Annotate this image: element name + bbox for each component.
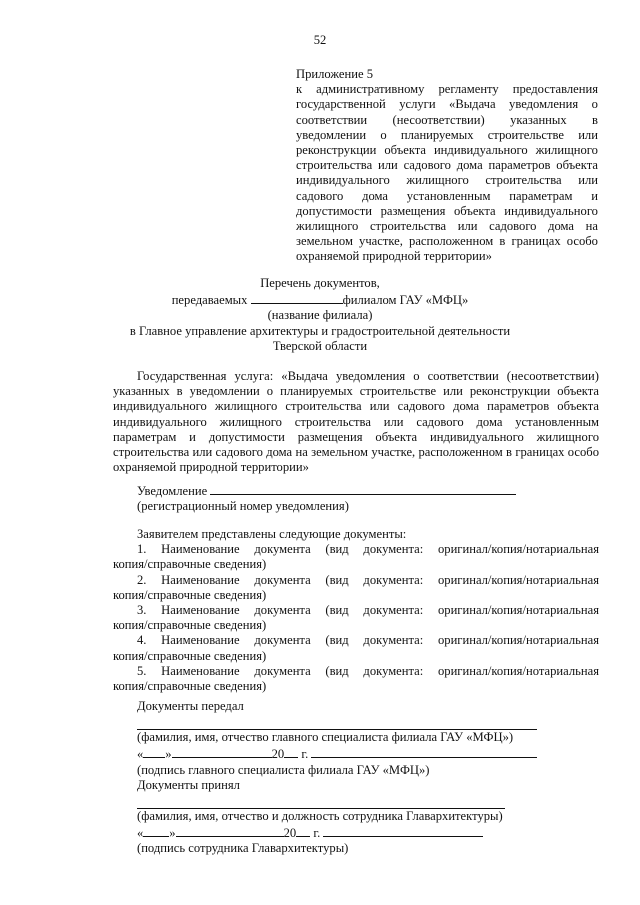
appendix-line bbox=[296, 189, 598, 204]
document-item-word: 2. bbox=[137, 572, 147, 587]
document-item-line bbox=[113, 542, 599, 557]
appendix-word: параметров bbox=[488, 158, 551, 173]
document-item-word: Наименование bbox=[161, 603, 240, 618]
appendix-word: строительства bbox=[369, 219, 447, 234]
document-item-word: (вид bbox=[325, 663, 349, 678]
appendix-line bbox=[296, 82, 598, 97]
document-item-word: (вид bbox=[325, 542, 349, 557]
appendix-word: уведомления bbox=[509, 97, 579, 112]
document-item-tail: копия/справочные сведения) bbox=[113, 557, 267, 572]
appendix-word: садового bbox=[489, 219, 537, 234]
document-item bbox=[113, 542, 599, 572]
document-item-word: документа: bbox=[363, 603, 424, 618]
appendix-word: к bbox=[296, 82, 303, 97]
passed-caption: (фамилия, имя, отчество главного специалиста филиала ГАУ «МФЦ») bbox=[137, 730, 514, 745]
date-quote-close: » bbox=[165, 747, 172, 762]
appendix-word: в bbox=[592, 112, 598, 127]
appendix-word: границах bbox=[511, 234, 561, 249]
appendix-line bbox=[296, 128, 598, 143]
appendix-line bbox=[296, 204, 598, 219]
document-item-word: (вид bbox=[325, 603, 349, 618]
appendix-word: размещения bbox=[380, 203, 446, 218]
notice-block bbox=[137, 482, 537, 514]
heading-line-1: Перечень документов, bbox=[260, 276, 380, 290]
appendix-word: предоставления bbox=[512, 82, 598, 97]
appendix-word: дома bbox=[456, 158, 483, 173]
document-item-word: 1. bbox=[137, 542, 147, 557]
appendix-word: установленным bbox=[406, 188, 491, 203]
appendix-word: объекта bbox=[556, 158, 598, 173]
document-item-word: (вид bbox=[325, 572, 349, 587]
signature-blank bbox=[323, 824, 483, 837]
document-item-word: документа: bbox=[363, 633, 424, 648]
appendix-word: регламенту bbox=[438, 82, 499, 97]
day-blank bbox=[143, 745, 165, 758]
appendix-block bbox=[296, 67, 598, 265]
appendix-word: садового bbox=[296, 188, 344, 203]
document-item-word: документа bbox=[254, 603, 311, 618]
document-item-word: Наименование bbox=[161, 633, 240, 648]
appendix-word: жилищного bbox=[535, 143, 598, 158]
document-item bbox=[113, 633, 599, 663]
appendix-word: жилищного bbox=[296, 219, 359, 234]
appendix-word: индивидуального bbox=[433, 143, 528, 158]
appendix-word: дома bbox=[548, 219, 575, 234]
document-item-word: оригинал/копия/нотариальная bbox=[437, 603, 599, 618]
document-item bbox=[113, 573, 599, 603]
appendix-word: индивидуального bbox=[296, 173, 390, 188]
appendix-word: государственной bbox=[296, 97, 386, 112]
document-item-word: оригинал/копия/нотариальная bbox=[437, 572, 599, 587]
appendix-word: строительства bbox=[296, 158, 373, 173]
year-suffix: г. bbox=[313, 826, 321, 841]
document-item-word: документа: bbox=[363, 663, 424, 678]
appendix-word: параметрам bbox=[509, 188, 573, 203]
appendix-word: соответствии bbox=[296, 112, 368, 127]
sign1-caption: (подпись главного специалиста филиала ГАУ «МФЦ») bbox=[137, 762, 430, 777]
appendix-word: объекта bbox=[453, 203, 496, 218]
document-item-line bbox=[113, 603, 599, 618]
appendix-word: и bbox=[591, 188, 598, 203]
appendix-word: или bbox=[578, 173, 598, 188]
appendix-word: особо bbox=[566, 234, 598, 249]
document-item-word: документа bbox=[254, 633, 311, 648]
document-heading bbox=[0, 276, 640, 354]
appendix-line bbox=[296, 234, 598, 249]
heading-line-4: в Главное управление архитектуры и градостроительной деятельности bbox=[129, 323, 511, 338]
document-item bbox=[113, 664, 599, 694]
notice-number-blank bbox=[210, 482, 516, 495]
appendix-word: садового bbox=[403, 158, 451, 173]
page-number: 52 bbox=[313, 33, 327, 47]
day-blank bbox=[143, 824, 169, 837]
month-blank bbox=[176, 824, 284, 837]
appendix-word: услуги bbox=[399, 97, 436, 112]
appendix-line bbox=[296, 97, 598, 112]
appendix-word: административному bbox=[316, 82, 425, 97]
document-item-tail: копия/справочные сведения) bbox=[113, 648, 267, 663]
year-prefix: 20 bbox=[283, 826, 297, 841]
appendix-line bbox=[296, 113, 598, 128]
document-item-line bbox=[113, 573, 599, 588]
document-item-word: документа bbox=[254, 663, 311, 678]
received-date-row bbox=[137, 824, 557, 841]
year-blank bbox=[296, 824, 310, 837]
document-item-word: Наименование bbox=[161, 663, 240, 678]
appendix-line bbox=[296, 219, 598, 234]
document-item-tail: копия/справочные сведения) bbox=[113, 618, 267, 633]
appendix-word: в bbox=[499, 234, 506, 249]
appendix-last-line: охраняемой природной территории» bbox=[296, 249, 492, 264]
year-blank bbox=[284, 745, 298, 758]
heading-passed-by: передаваемых bbox=[171, 293, 248, 308]
notice-label: Уведомление bbox=[137, 484, 208, 498]
appendix-word: планируемых bbox=[400, 127, 474, 142]
date-quote-open: « bbox=[137, 826, 144, 841]
service-description: Государственная услуга: «Выдача уведомления о соответствии (несоответствии) указанных в уведомлении о планируемых строительстве или реконструкции объекта индивидуального жилищного строительства или садового дома параметров объекта индивидуального жилищного строительства или садового дома установленным параметрам и допустимости размещения объекта индивидуального жилищного строительства или садового дома на земельном участке, расположенном в границах особо охраняемой природной территории» bbox=[113, 369, 599, 475]
appendix-word: жилищного bbox=[406, 173, 469, 188]
appendix-line bbox=[296, 158, 598, 173]
document-item bbox=[113, 603, 599, 633]
heading-branch-suffix: филиалом ГАУ «МФЦ» bbox=[342, 293, 469, 308]
appendix-word: индивидуального bbox=[504, 203, 598, 218]
appendix-word: указанных bbox=[510, 112, 567, 127]
date-quote-close: » bbox=[169, 826, 176, 841]
document-item-word: документа bbox=[254, 542, 311, 557]
heading-line-5: Тверской области bbox=[272, 338, 368, 353]
appendix-word: (несоответствии) bbox=[392, 112, 485, 127]
appendix-word: расположенном bbox=[409, 234, 494, 249]
document-item-word: (вид bbox=[325, 633, 349, 648]
appendix-word: или bbox=[377, 158, 398, 173]
appendix-word: допустимости bbox=[296, 203, 372, 218]
appendix-word: или bbox=[578, 127, 598, 142]
document-item-word: оригинал/копия/нотариальная bbox=[437, 542, 599, 557]
document-item-word: Наименование bbox=[161, 542, 240, 557]
appendix-word: строительства bbox=[485, 173, 562, 188]
sign2-caption: (подпись сотрудника Главархитектуры) bbox=[137, 841, 349, 856]
appendix-word: земельном bbox=[296, 234, 353, 249]
branch-name-blank bbox=[251, 291, 343, 304]
appendix-word: реконструкции bbox=[296, 143, 377, 158]
document-item-word: документа: bbox=[363, 572, 424, 587]
document-item-word: документа bbox=[254, 572, 311, 587]
appendix-word: уведомлении bbox=[296, 127, 367, 142]
document-item-word: оригинал/копия/нотариальная bbox=[437, 663, 599, 678]
document-item-word: 5. bbox=[137, 663, 147, 678]
document-item-word: 4. bbox=[137, 633, 147, 648]
notice-caption: (регистрационный номер уведомления) bbox=[137, 499, 349, 514]
document-item-line bbox=[113, 664, 599, 679]
heading-line-2 bbox=[0, 291, 640, 308]
appendix-word: участке, bbox=[359, 234, 403, 249]
signature-blank bbox=[311, 745, 537, 758]
date-quote-open: « bbox=[137, 747, 144, 762]
document-item-line bbox=[113, 633, 599, 648]
year-prefix: 20 bbox=[271, 747, 285, 762]
documents-intro: Заявителем представлены следующие документы: bbox=[137, 527, 407, 541]
document-item-word: документа: bbox=[363, 542, 424, 557]
appendix-word: дома bbox=[362, 188, 389, 203]
received-label: Документы принял bbox=[137, 777, 240, 792]
appendix-word: строительстве bbox=[487, 127, 564, 142]
received-name-line bbox=[137, 793, 505, 809]
passed-label: Документы передал bbox=[137, 699, 244, 713]
appendix-word: о bbox=[380, 127, 387, 142]
appendix-word: на bbox=[585, 219, 598, 234]
appendix-word: «Выдача bbox=[449, 97, 496, 112]
handover-block bbox=[137, 699, 557, 857]
received-caption: (фамилия, имя, отчество и должность сотрудника Главархитектуры) bbox=[137, 809, 503, 824]
passed-date-row bbox=[137, 745, 557, 762]
passed-name-line bbox=[137, 714, 537, 730]
year-suffix: г. bbox=[301, 747, 309, 762]
appendix-word: о bbox=[591, 97, 598, 112]
appendix-word: объекта bbox=[384, 143, 427, 158]
documents-list bbox=[113, 527, 599, 694]
appendix-line bbox=[296, 143, 598, 158]
document-item-word: оригинал/копия/нотариальная bbox=[437, 633, 599, 648]
heading-line-3: (название филиала) bbox=[267, 308, 373, 323]
document-item-tail: копия/справочные сведения) bbox=[113, 587, 267, 602]
document-item-word: Наименование bbox=[161, 572, 240, 587]
document-item-word: 3. bbox=[137, 603, 147, 618]
appendix-line bbox=[296, 173, 598, 188]
document-item-tail: копия/справочные сведения) bbox=[113, 679, 267, 694]
month-blank bbox=[172, 745, 272, 758]
appendix-word: или bbox=[457, 219, 478, 234]
appendix-title: Приложение 5 bbox=[296, 67, 374, 81]
